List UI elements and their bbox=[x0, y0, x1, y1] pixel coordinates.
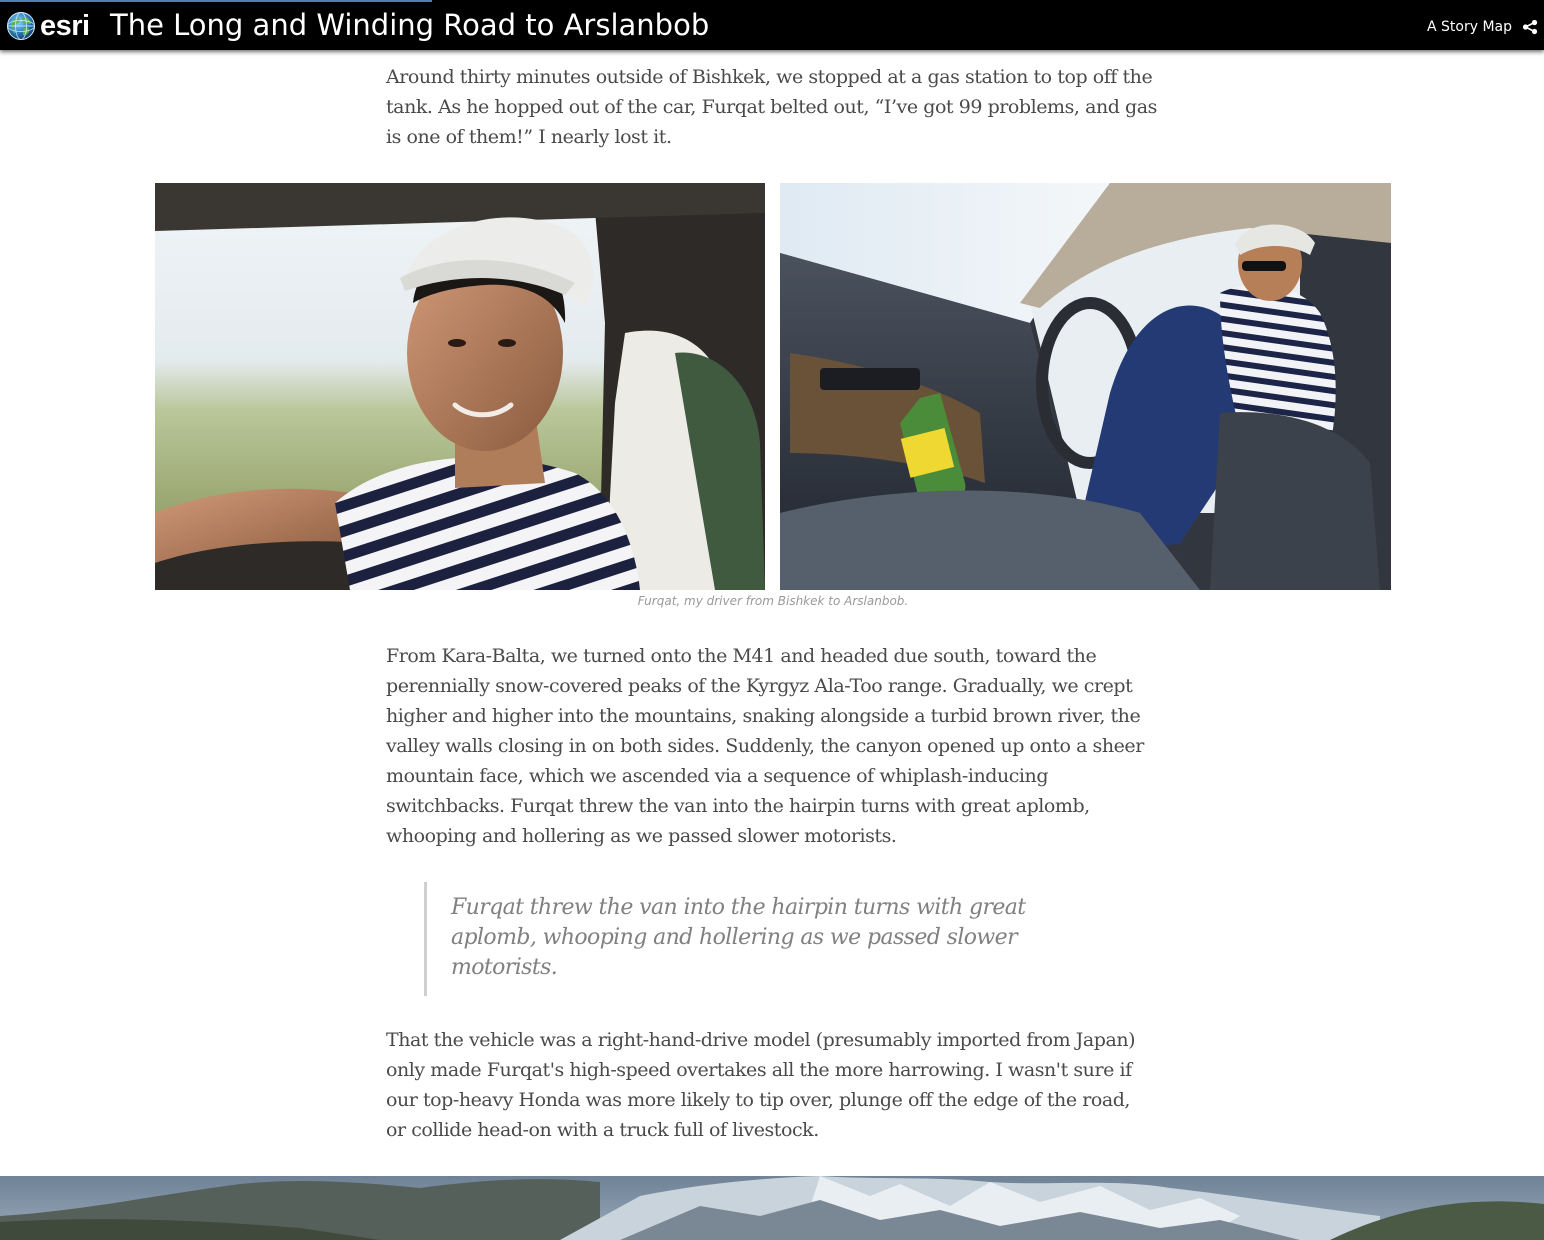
text-line: Around thirty minutes outside of Bishkek, we stopped at a gas station to top off the bbox=[386, 66, 1153, 88]
reading-progress-bar bbox=[0, 0, 432, 2]
text-line: Furqat threw the van into the hairpin turns with great bbox=[451, 895, 1026, 920]
text-line: motorists. bbox=[451, 955, 558, 980]
text-line: our top-heavy Honda was more likely to tip over, plunge off the edge of the road, bbox=[386, 1089, 1131, 1111]
story-header bbox=[0, 0, 1544, 50]
story-title: The Long and Winding Road to Arslanbob bbox=[110, 8, 710, 42]
paragraph-gas-station bbox=[386, 62, 1176, 152]
text-line: That the vehicle was a right-hand-drive model (presumably imported from Japan) bbox=[386, 1029, 1136, 1051]
text-line: only made Furqat's high-speed overtakes all the more harrowing. I wasn't sure if bbox=[386, 1059, 1132, 1081]
paragraph-m41-mountains bbox=[386, 641, 1176, 851]
text-line: valley walls closing in on both sides. Suddenly, the canyon opened up onto a sheer bbox=[386, 735, 1144, 757]
a-story-map-link[interactable]: A Story Map bbox=[1426, 19, 1512, 35]
text-line: switchbacks. Furqat threw the van into the hairpin turns with great aplomb, bbox=[386, 795, 1090, 817]
text-line: perennially snow-covered peaks of the Kyrgyz Ala-Too range. Gradually, we crept bbox=[386, 675, 1133, 697]
text-line: is one of them!” I nearly lost it. bbox=[386, 126, 672, 148]
text-line: tank. As he hopped out of the car, Furqat belted out, “I’ve got 99 problems, and gas bbox=[386, 96, 1157, 118]
globe-icon bbox=[6, 11, 36, 41]
pull-quote-text bbox=[451, 893, 1026, 983]
photo-driver-portrait[interactable] bbox=[155, 183, 765, 590]
text-line: aplomb, whooping and hollering as we passed slower bbox=[451, 925, 1017, 950]
text-line: or collide head-on with a truck full of livestock. bbox=[386, 1119, 819, 1141]
pull-quote bbox=[424, 882, 1087, 996]
gallery-caption: Furqat, my driver from Bishkek to Arslanbob. bbox=[637, 594, 909, 608]
text-line: From Kara-Balta, we turned onto the M41 and headed due south, toward the bbox=[386, 645, 1097, 667]
text-line: mountain face, which we ascended via a sequence of whiplash-inducing bbox=[386, 765, 1049, 787]
text-line: higher and higher into the mountains, snaking alongside a turbid brown river, the bbox=[386, 705, 1141, 727]
brand-wordmark: esri bbox=[40, 10, 90, 42]
esri-logo-link[interactable] bbox=[6, 11, 90, 41]
mountain-panorama-image bbox=[0, 1176, 1544, 1240]
photo-driver-in-van[interactable] bbox=[780, 183, 1391, 590]
paragraph-right-hand-drive bbox=[386, 1025, 1176, 1145]
text-line: whooping and hollering as we passed slower motorists. bbox=[386, 825, 897, 847]
share-icon[interactable] bbox=[1522, 19, 1538, 35]
